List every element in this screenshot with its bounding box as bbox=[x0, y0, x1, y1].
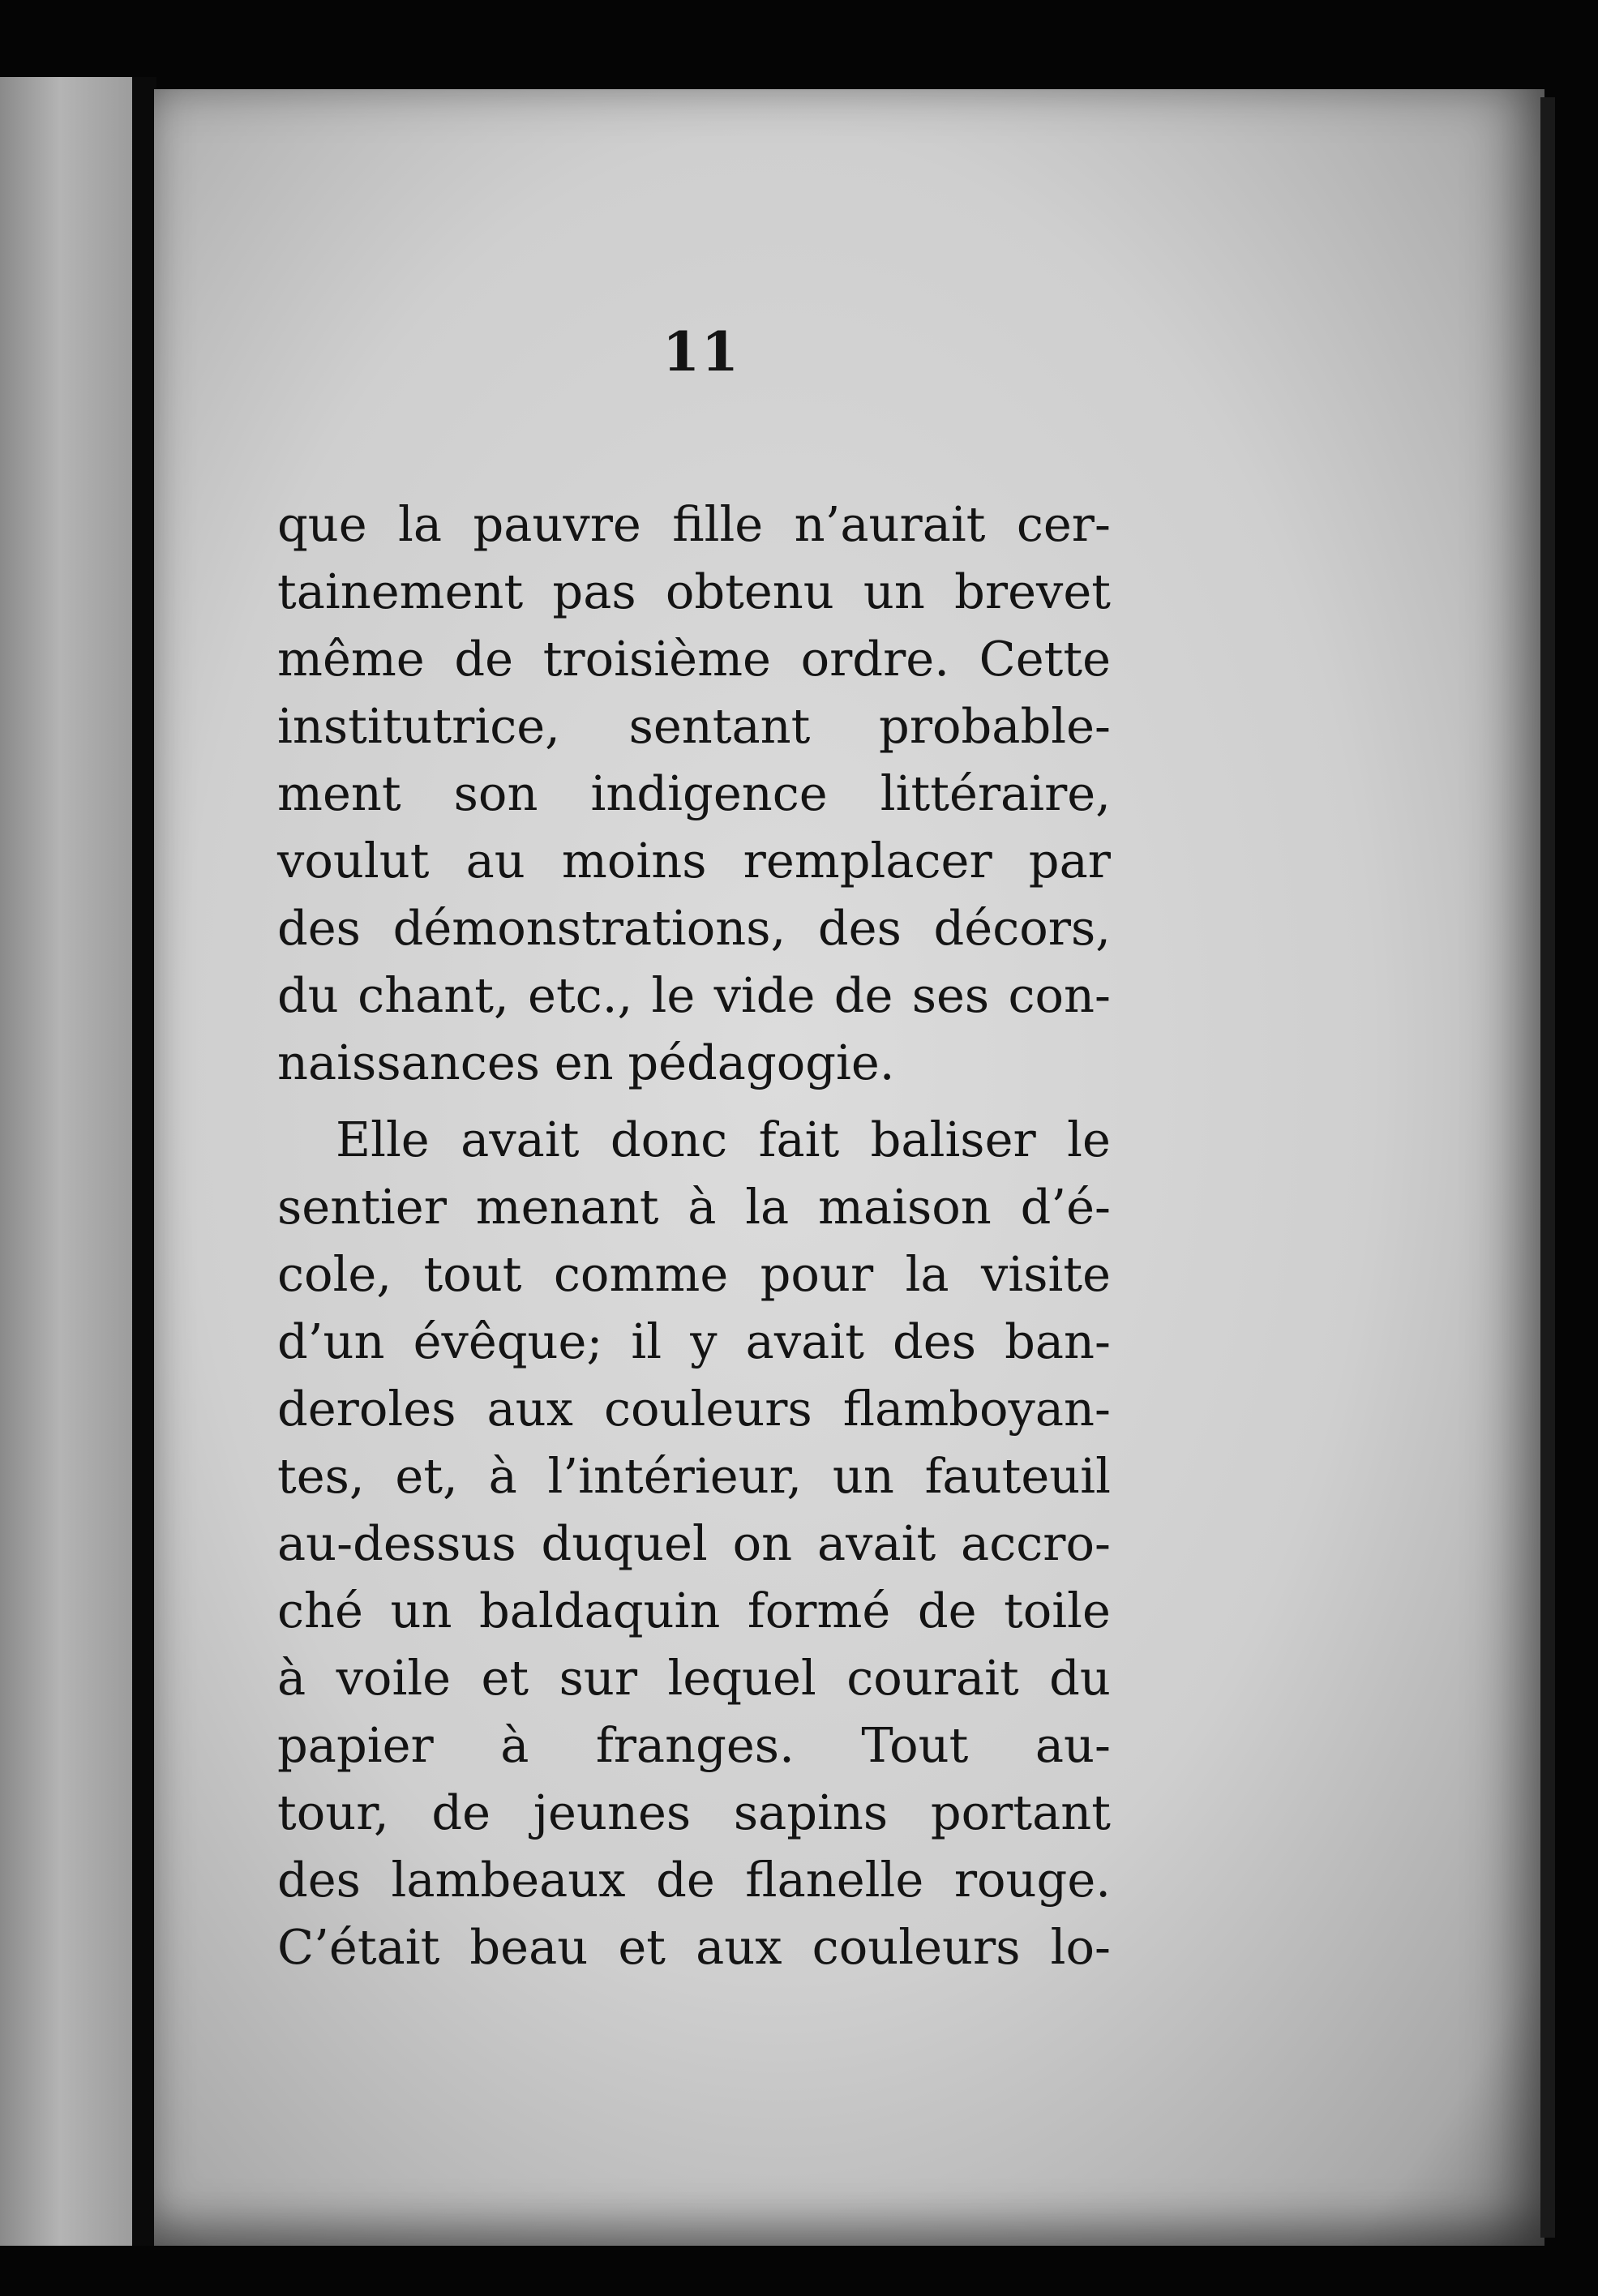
word: Tout bbox=[861, 1717, 969, 1773]
word: chant, bbox=[358, 967, 509, 1023]
word: institutrice, bbox=[277, 698, 560, 754]
word: avait bbox=[745, 1313, 864, 1369]
word: duquel bbox=[541, 1515, 708, 1571]
word: des bbox=[277, 900, 361, 956]
word: l’intérieur, bbox=[547, 1448, 803, 1504]
word: et bbox=[481, 1650, 529, 1706]
word: tour, bbox=[277, 1784, 389, 1840]
word: ordre. bbox=[800, 631, 949, 687]
word: sentier bbox=[277, 1179, 447, 1235]
word: vide bbox=[713, 967, 816, 1023]
word: au- bbox=[1035, 1717, 1111, 1773]
word: pédagogie. bbox=[628, 1034, 895, 1090]
word: maison bbox=[818, 1179, 992, 1235]
text-line bbox=[277, 692, 1111, 760]
word: pas bbox=[552, 563, 636, 619]
word: lequel bbox=[667, 1650, 816, 1706]
word: comme bbox=[553, 1246, 729, 1302]
word: des bbox=[893, 1313, 976, 1369]
word: du bbox=[277, 967, 339, 1023]
text-line bbox=[277, 1442, 1111, 1510]
word: d’é- bbox=[1020, 1179, 1111, 1235]
word: du bbox=[1049, 1650, 1111, 1706]
word: on bbox=[732, 1515, 793, 1571]
word: cer- bbox=[1016, 496, 1111, 552]
text-line bbox=[277, 1711, 1111, 1779]
word: y bbox=[690, 1313, 718, 1369]
word: sentant bbox=[628, 698, 811, 754]
word: papier bbox=[277, 1717, 434, 1773]
word: un bbox=[390, 1583, 452, 1638]
word: la bbox=[398, 496, 443, 552]
text-line bbox=[277, 1029, 1111, 1096]
word: obtenu bbox=[665, 563, 834, 619]
word: son bbox=[453, 765, 538, 821]
word: démonstrations, bbox=[392, 900, 786, 956]
word: brevet bbox=[954, 563, 1111, 619]
word: etc., bbox=[528, 967, 633, 1023]
word: voile bbox=[336, 1650, 452, 1706]
word: lo- bbox=[1050, 1919, 1111, 1975]
word: que bbox=[277, 496, 367, 552]
word: tes, bbox=[277, 1448, 365, 1504]
word: de bbox=[431, 1784, 491, 1840]
word: même bbox=[277, 631, 425, 687]
text-line bbox=[277, 1308, 1111, 1375]
page-number: 11 bbox=[662, 320, 740, 383]
text-line bbox=[277, 1240, 1111, 1308]
word: à bbox=[488, 1448, 517, 1504]
word: aux bbox=[696, 1919, 782, 1975]
word: de bbox=[917, 1583, 977, 1638]
word: pour bbox=[760, 1246, 874, 1302]
word: de bbox=[656, 1852, 715, 1908]
word: ses bbox=[911, 967, 990, 1023]
word: cole, bbox=[277, 1246, 392, 1302]
word: probable- bbox=[879, 698, 1111, 754]
word: au-dessus bbox=[277, 1515, 516, 1571]
word: n’aurait bbox=[794, 496, 986, 552]
word: avait bbox=[461, 1112, 580, 1167]
word: flanelle bbox=[745, 1852, 924, 1908]
paragraph-1 bbox=[277, 490, 1111, 1096]
word: couleurs bbox=[603, 1381, 812, 1437]
text-line bbox=[277, 558, 1111, 625]
word: Elle bbox=[336, 1112, 430, 1167]
word: C’était bbox=[277, 1919, 440, 1975]
word: le bbox=[1067, 1112, 1111, 1167]
text-line bbox=[277, 625, 1111, 692]
word: à bbox=[688, 1179, 717, 1235]
word: la bbox=[905, 1246, 949, 1302]
word: un bbox=[832, 1448, 894, 1504]
word: avait bbox=[816, 1515, 936, 1571]
word: le bbox=[651, 967, 696, 1023]
word: Cette bbox=[979, 631, 1111, 687]
text-line bbox=[277, 962, 1111, 1029]
word: littéraire, bbox=[880, 765, 1111, 821]
word: ban- bbox=[1005, 1313, 1111, 1369]
word: la bbox=[745, 1179, 790, 1235]
word: flamboyan- bbox=[842, 1381, 1111, 1437]
word: toile bbox=[1004, 1583, 1111, 1638]
word: couleurs bbox=[812, 1919, 1021, 1975]
word: des bbox=[817, 900, 902, 956]
word: et bbox=[618, 1919, 666, 1975]
text-line bbox=[277, 827, 1111, 894]
word: con- bbox=[1008, 967, 1111, 1023]
word: par bbox=[1028, 833, 1111, 889]
word: de bbox=[833, 967, 893, 1023]
text-line bbox=[277, 1644, 1111, 1711]
word: évêque; bbox=[413, 1313, 603, 1369]
word: un bbox=[863, 563, 925, 619]
text-line bbox=[277, 490, 1111, 558]
paragraph-gap bbox=[277, 1096, 1111, 1106]
word: ché bbox=[277, 1583, 363, 1638]
word: tainement bbox=[277, 563, 524, 619]
word: fille bbox=[672, 496, 764, 552]
text-line bbox=[277, 1173, 1111, 1240]
word: courait bbox=[846, 1650, 1019, 1706]
word: lambeaux bbox=[391, 1852, 626, 1908]
word: formé bbox=[747, 1583, 891, 1638]
word: franges. bbox=[595, 1717, 795, 1773]
word: accro- bbox=[961, 1515, 1111, 1571]
text-line bbox=[277, 1779, 1111, 1846]
body-text bbox=[277, 490, 1111, 1981]
word: donc bbox=[610, 1112, 728, 1167]
text-line bbox=[277, 1106, 1111, 1173]
text-line bbox=[277, 760, 1111, 827]
word: de bbox=[454, 631, 514, 687]
word: sapins bbox=[733, 1784, 889, 1840]
word: d’un bbox=[277, 1313, 385, 1369]
word: moins bbox=[561, 833, 707, 889]
text-line bbox=[277, 1375, 1111, 1442]
word: indigence bbox=[590, 765, 828, 821]
word: en bbox=[554, 1034, 614, 1090]
word: voulut bbox=[277, 833, 430, 889]
word: jeunes bbox=[533, 1784, 692, 1840]
word: baldaquin bbox=[479, 1583, 721, 1638]
word: baliser bbox=[870, 1112, 1036, 1167]
word: des bbox=[277, 1852, 361, 1908]
word: aux bbox=[486, 1381, 573, 1437]
text-line bbox=[277, 1577, 1111, 1644]
word: sur bbox=[559, 1650, 638, 1706]
text-line bbox=[277, 894, 1111, 962]
word: deroles bbox=[277, 1381, 456, 1437]
word: à bbox=[500, 1717, 529, 1773]
word: troisième bbox=[542, 631, 771, 687]
word: menant bbox=[475, 1179, 659, 1235]
word: rouge. bbox=[953, 1852, 1111, 1908]
word: ment bbox=[277, 765, 401, 821]
word: à bbox=[277, 1650, 306, 1706]
word: au bbox=[465, 833, 525, 889]
word: beau bbox=[469, 1919, 589, 1975]
word: fait bbox=[758, 1112, 840, 1167]
facing-page-edge bbox=[0, 77, 134, 2246]
word: naissances bbox=[277, 1034, 541, 1090]
word: pauvre bbox=[473, 496, 641, 552]
word: portant bbox=[930, 1784, 1111, 1840]
text-line bbox=[277, 1913, 1111, 1981]
text-line bbox=[277, 1846, 1111, 1913]
page-edge-shadow bbox=[1540, 97, 1555, 2238]
word: visite bbox=[981, 1246, 1111, 1302]
word: remplacer bbox=[743, 833, 992, 889]
word: fauteuil bbox=[924, 1448, 1111, 1504]
word: décors, bbox=[933, 900, 1111, 956]
word: il bbox=[631, 1313, 662, 1369]
word: tout bbox=[423, 1246, 522, 1302]
paragraph-2 bbox=[277, 1106, 1111, 1981]
text-line bbox=[277, 1510, 1111, 1577]
book-gutter bbox=[132, 77, 156, 2246]
word: et, bbox=[395, 1448, 458, 1504]
